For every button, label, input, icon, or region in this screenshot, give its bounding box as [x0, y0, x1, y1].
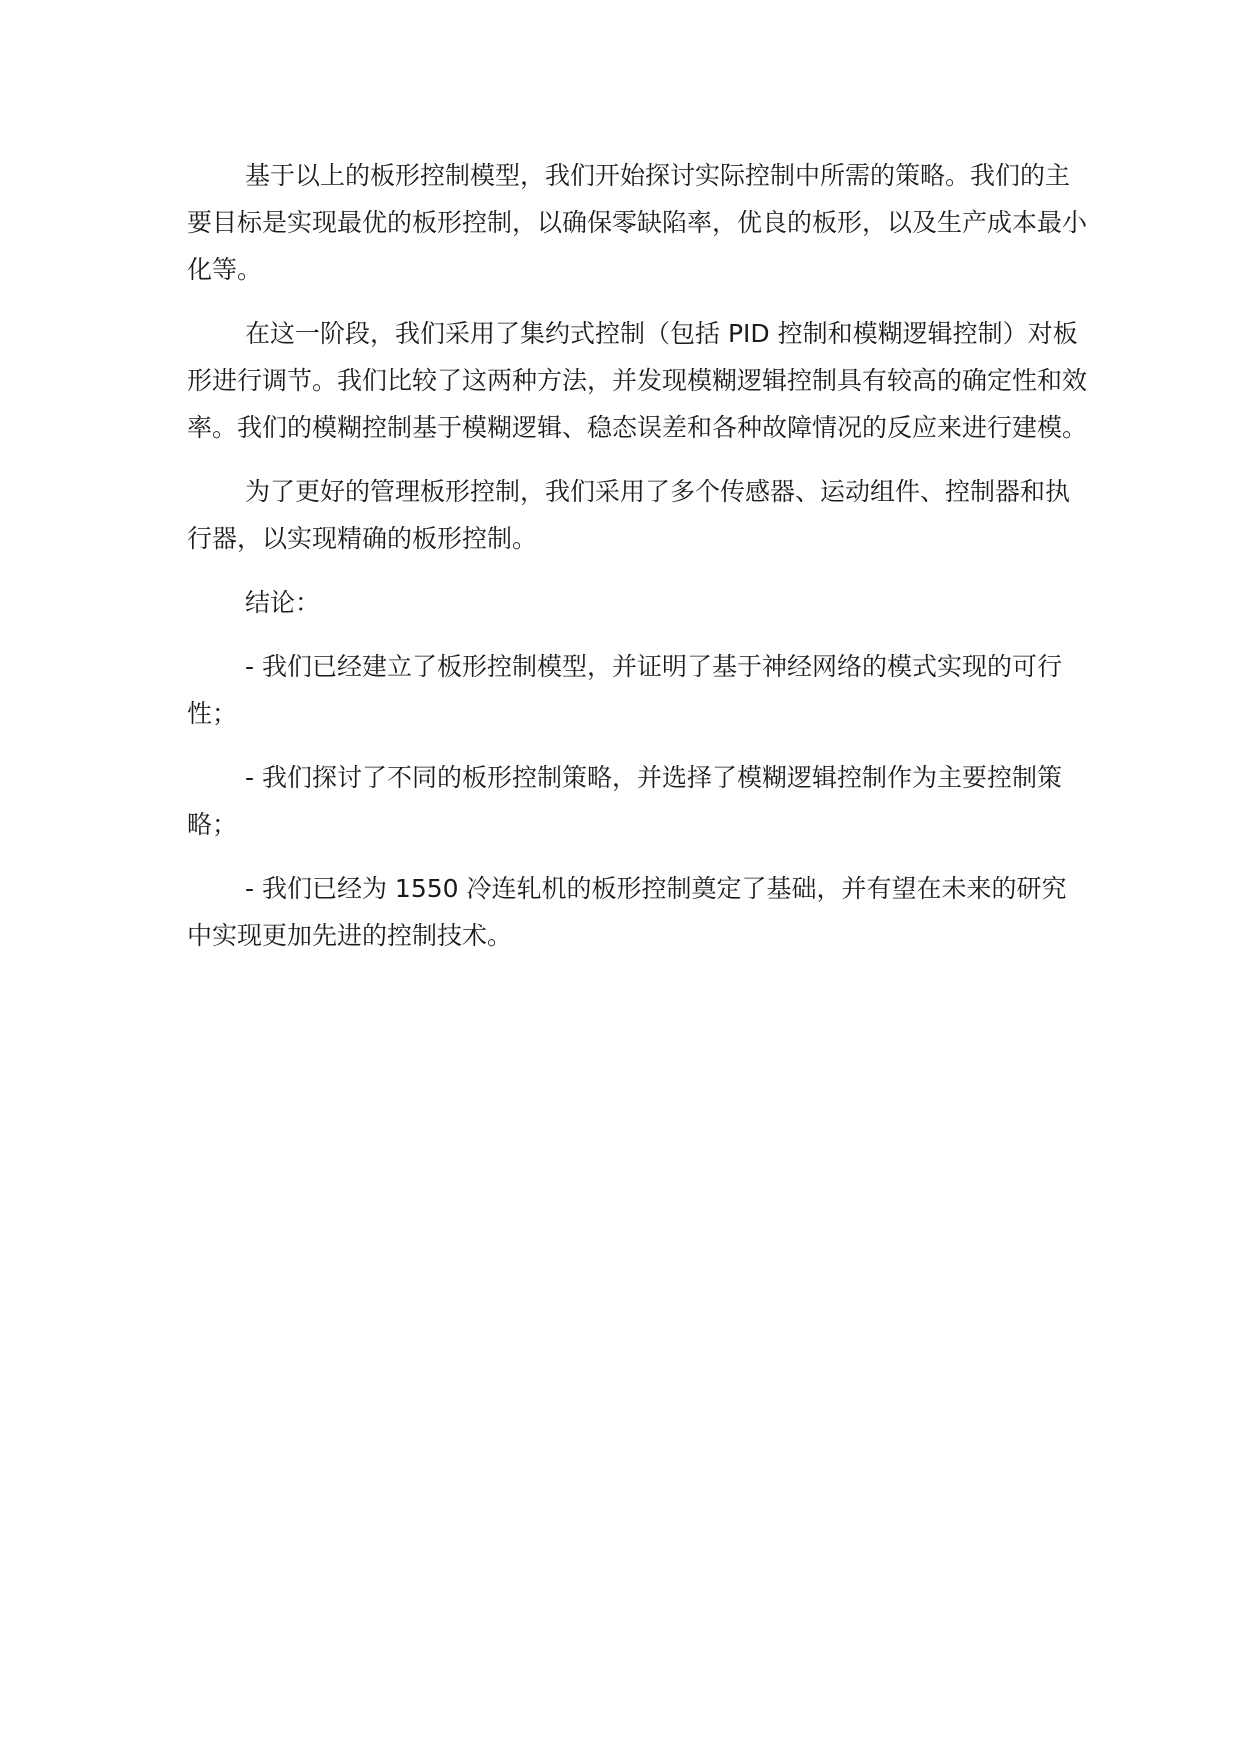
paragraph-strategy-intro: 基于以上的板形控制模型，我们开始探讨实际控制中所需的策略。我们的主要目标是实现最优的板形控制，以确保零缺陷率，优良的板形，以及生产成本最小化等。 [187, 161, 1088, 284]
conclusion-heading: 结论： [245, 588, 321, 617]
conclusion-item-1: - 我们已经建立了板形控制模型，并证明了基于神经网络的模式实现的可行性； [187, 652, 1062, 728]
document-body [187, 152, 1087, 976]
conclusion-item-3: - 我们已经为 1550 冷连轧机的板形控制奠定了基础，并有望在未来的研究中实现更加先进的控制技术。 [187, 874, 1067, 950]
paragraph-control-method: 在这一阶段，我们采用了集约式控制（包括 PID 控制和模糊逻辑控制）对板形进行调节。我们比较了这两种方法，并发现模糊逻辑控制具有较高的确定性和效率。我们的模糊控制基于模糊逻辑、稳态误差和各种故障情况的反应来进行建模。 [187, 319, 1088, 442]
paragraph-sensors: 为了更好的管理板形控制，我们采用了多个传感器、运动组件、控制器和执行器，以实现精确的板形控制。 [187, 477, 1071, 553]
conclusion-item-2: - 我们探讨了不同的板形控制策略，并选择了模糊逻辑控制作为主要控制策略； [187, 763, 1062, 839]
